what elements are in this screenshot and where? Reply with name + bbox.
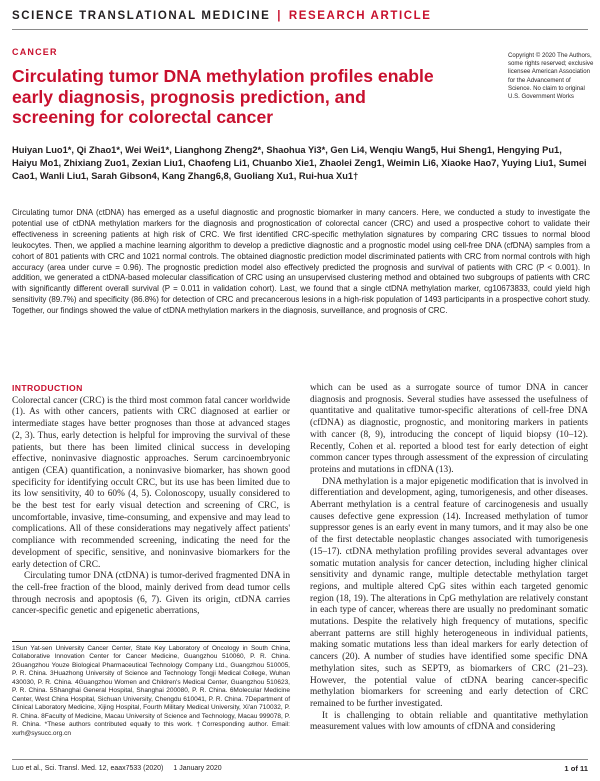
footnote-rule [12, 641, 290, 642]
introduction-heading: INTRODUCTION [12, 383, 83, 393]
publication-date: 1 January 2020 [173, 765, 222, 772]
body-paragraph: Colorectal cancer (CRC) is the third most common fatal cancer worldwide (1). As with other cancers, patients with CRC diagnosed at earlier or intermediate stages have better prognoses than those at advanced stages (2, 3). Thus, early detection is helpful for improving the survival of these patients, but there has been limited clinical success in developing effective, noninvasive diagnostic approaches. Serum carcinoembryonic antigen (CEA) quantification, a noninvasive biomarker, has shown good specificity for identifying occult CRC, but its use has been limited due to its low sensitivity, 40 to 60% (4, 5). Colonoscopy, usually considered to be the best test for early visual detection and screening of CRC, is uncomfortable, invasive, time-consuming, and expensive and may lead to complications. All of these considerations may negatively affect patients' compliance with recommended screening, indicating the need for the development of specific, sensitive, and noninvasive biomarkers for the early detection of CRC. [12, 395, 290, 570]
body-paragraph: It is challenging to obtain reliable and quantitative methylation measurement values with low amounts of cfDNA and considering [310, 710, 588, 733]
author-list: Huiyan Luo1*, Qi Zhao1*, Wei Wei1*, Lianghong Zheng2*, Shaohua Yi3*, Gen Li4, Wenqiu Wang5, Hui Sheng1, Hengying Pu1, Haiyu Mo1, Zhixiang Zuo1, Zexian Liu1, Chaofeng Li1, Chuanbo Xie1, Zhaolei Zeng1, Weimin Li6, Xiaoke Hao7, Yuying Liu1, Sumei Cao1, Wanli Liu1, Sarah Gibson4, Kang Zhang6,8, Guoliang Xu1, Rui-hua Xu1† [12, 145, 587, 182]
body-paragraph: which can be used as a surrogate source of tumor DNA in cancer diagnosis and prognosis. Several studies have assessed the usefulness of quantitative and qualitative tumor-specific alterations of cell-free DNA (cfDNA) as diagnostic, prognostic, and monitoring markers in patients with cancer (8, 9), introducing the concept of liquid biopsy (10–12). Recently, Cohen et al. reported a blood test for early detection of eight common cancer types through assessment of the expression of circulating proteins and mutations in cfDNA (13). [310, 383, 588, 475]
footer-rule [12, 759, 588, 760]
footer-citation [12, 765, 222, 772]
copyright-notice: Copyright © 2020 The Authors, some rights reserved; exclusive licensee American Association for the Advancement of Science. No claim to original U.S. Government Works [508, 52, 594, 101]
journal-header [12, 10, 432, 22]
body-paragraph: DNA methylation is a major epigenetic modification that is involved in differentiation and development, aging, tumorigenesis, and other diseases. Aberrant methylation is a central feature of carcinogenesis and usually causes defective gene expression (14). Increased methylation of tumor suppressor genes is an early event in many tumors, and it may also be one of the first detectable neoplastic changes associated with tumorigenesis (15–17). ctDNA methylation profiling provides several advantages over somatic mutation analysis for cancer detection, including higher clinical sensitivity and dynamic range, multiple detectable methylation target regions, and multiple altered CpG sites within each targeted genomic region (18, 19). The alterations in CpG methylation are relatively constant in each type of cancer, whereas there are usually no predominant somatic mutations. Despite the relatively high frequency of mutations, specific aberrant patterns are still highly heterogeneous in individual patients, making somatic mutations less than ideal markers for early detection of cancers (20). A number of studies have identified some specific DNA methylation sites, such as SEPT9, as biomarkers of CRC (21–23). However, the potential value of ctDNA bearing cancer-specific methylation biomarkers for screening and early detection of CRC remained to be further investigated. [310, 476, 588, 709]
journal-name: SCIENCE TRANSLATIONAL MEDICINE [12, 10, 271, 22]
page-number: 1 of 11 [564, 764, 588, 773]
abstract: Circulating tumor DNA (ctDNA) has emerged as a useful diagnostic and prognostic biomarker in many cancers. Here, we conducted a study to investigate the potential use of ctDNA methylation markers for the diagnosis and prognostication of colorectal cancer (CRC) and used a prospective cohort to validate their effectiveness in screening patients at high risk of CRC. We first identified CRC-specific methylation signatures by comparing CRC tissues to normal blood leukocytes. Then, we applied a machine learning algorithm to develop a predictive diagnostic and a prognostic model using cell-free DNA (cfDNA) samples from a cohort of 801 patients with CRC and 1021 normal controls. The obtained diagnostic prediction model discriminated patients with CRC from normal controls with high accuracy (area under curve = 0.96). The prognostic prediction model also effectively predicted the prognosis and survival of patients with CRC (P < 0.001). In addition, we generated a ctDNA-based molecular classification of CRC using an unsupervised clustering method and obtained two subgroups of patients with CRC with significantly different overall survival (P = 0.011 in validation cohort). Last, we found that a single ctDNA methylation marker, cg10673833, could yield high sensitivity (89.7%) and specificity (86.8%) for detection of CRC and precancerous lesions in a high-risk population of 1493 participants in a prospective cohort study. Together, our findings showed the value of ctDNA methylation markers in the diagnosis, surveillance, and prognosis of CRC. [12, 208, 590, 316]
article-title: Circulating tumor DNA methylation profiles enable early diagnosis, prognosis prediction, and screening for colorectal cancer [12, 66, 434, 127]
citation-text: Luo et al., Sci. Transl. Med. 12, eaax7533 (2020) [12, 765, 164, 772]
affiliations-footnote: 1Sun Yat-sen University Cancer Center, State Key Laboratory of Oncology in South China, Collaborative Innovation Center for Cancer Medicine, Guangzhou 510060, P. R. China. 2Guangzhou Youze Biological Pharmaceutical Technology Company Ltd., Guangzhou 510005, P. R. China. 3Huazhong University of Science and Technology Tongji Medical College, Wuhan 430030, P. R. China. 4Guangzhou Women and Children's Medical Center, Guangzhou 510623, P. R. China. 5Shanghai General Hospital, Shanghai 200080, P. R. China. 6Molecular Medicine Center, West China Hospital, Sichuan University, Chengdu 610041, P. R. China. 7Department of Clinical Laboratory Medicine, Xijing Hospital, Fourth Military Medical University, Xi'an 710032, P. R. China. 8Faculty of Medicine, Macau University of Science and Technology, Macau 999078, P. R. China. *These authors contributed equally to this work. †Corresponding author. Email: xurh@sysucc.org.cn [12, 645, 290, 737]
body-right-column [310, 383, 588, 734]
header-rule [12, 29, 588, 30]
header-separator: | [277, 10, 283, 22]
body-paragraph: Circulating tumor DNA (ctDNA) is tumor-derived fragmented DNA in the cell-free fraction of the blood, mainly derived from dead tumor cells through necrosis and apoptosis (6, 7). Given its origin, ctDNA carries cancer-specific genetic and epigenetic aberrations, [12, 571, 290, 617]
article-type: RESEARCH ARTICLE [288, 10, 432, 22]
section-label: CANCER [12, 47, 58, 57]
body-left-column [12, 383, 290, 618]
